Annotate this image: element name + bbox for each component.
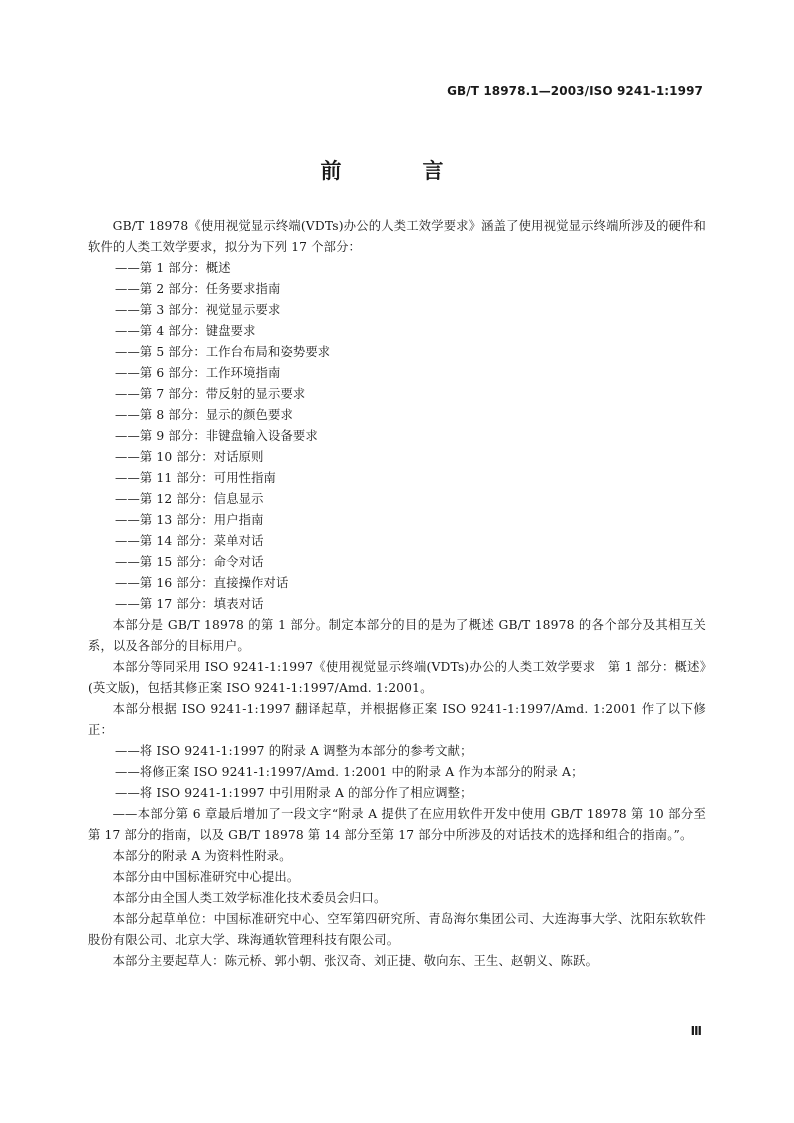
drafting-units-paragraph: 本部分起草单位：中国标准研究中心、空军第四研究所、青岛海尔集团公司、大连海事大学、沈阳东软软件股份有限公司、北京大学、珠海通软管理科技有限公司。 [88, 912, 706, 947]
modification-item: ——将修正案 ISO 9241-1:1997/Amd. 1:2001 中的附录 A 作为本部分的附录 A； [115, 765, 584, 779]
part-item: ——第 2 部分：任务要求指南 [115, 282, 281, 296]
modifications-paragraph: 本部分根据 ISO 9241-1:1997 翻译起草，并根据修正案 ISO 9241-1:1997/Amd. 1:2001 作了以下修正： [88, 702, 706, 737]
part-item: ——第 12 部分：信息显示 [115, 492, 264, 506]
modification-item: ——将 ISO 9241-1:1997 的附录 A 调整为本部分的参考文献； [115, 744, 473, 758]
part-item: ——第 17 部分：填表对话 [115, 597, 264, 611]
part-item: ——第 9 部分：非键盘输入设备要求 [115, 429, 318, 443]
part-item: ——第 7 部分：带反射的显示要求 [115, 387, 306, 401]
standard-number: GB/T 18978.1—2003/ISO 9241-1:1997 [447, 84, 703, 98]
part-item: ——第 16 部分：直接操作对话 [115, 576, 289, 590]
modification-item-last: ——本部分第 6 章最后增加了一段文字“附录 A 提供了在应用软件开发中使用 GB/T 18978 第 10 部分至第 17 部分的指南，以及 GB/T 18978 第 14 部分至第 17 部分中所涉及的对话技术的选择和组合的指南。”。 [88, 807, 706, 842]
modification-item: ——将 ISO 9241-1:1997 中引用附录 A 的部分作了相应调整； [115, 786, 473, 800]
part-item: ——第 8 部分：显示的颜色要求 [115, 408, 293, 422]
annex-paragraph: 本部分的附录 A 为资料性附录。 [112, 849, 292, 863]
proposed-paragraph: 本部分由中国标准研究中心提出。 [112, 870, 300, 884]
page-title: 前 言 [320, 159, 474, 183]
part-item: ——第 10 部分：对话原则 [115, 450, 264, 464]
intro-paragraph: GB/T 18978《使用视觉显示终端(VDTs)办公的人类工效学要求》涵盖了使用视觉显示终端所涉及的硬件和软件的人类工效学要求，拟分为下列 17 个部分： [88, 219, 706, 254]
drafters-paragraph: 本部分主要起草人：陈元桥、郭小朝、张汉奇、刘正捷、敬向东、王生、赵朝义、陈跃。 [112, 954, 599, 968]
part-item: ——第 1 部分：概述 [115, 261, 231, 275]
adoption-paragraph: 本部分等同采用 ISO 9241-1:1997《使用视觉显示终端(VDTs)办公的人类工效学要求 第 1 部分：概述》(英文版)，包括其修正案 ISO 9241-1:1997/Amd. 1:2001。 [88, 660, 706, 695]
centralized-paragraph: 本部分由全国人类工效学标准化技术委员会归口。 [112, 891, 387, 905]
part-item: ——第 4 部分：键盘要求 [115, 324, 256, 338]
page-number: Ⅲ [690, 1024, 702, 1038]
part-item: ——第 5 部分：工作台布局和姿势要求 [115, 345, 331, 359]
part-item: ——第 14 部分：菜单对话 [115, 534, 264, 548]
part-item: ——第 15 部分：命令对话 [115, 555, 264, 569]
part-item: ——第 6 部分：工作环境指南 [115, 366, 281, 380]
part-item: ——第 11 部分：可用性指南 [115, 471, 276, 485]
part-item: ——第 13 部分：用户指南 [115, 513, 264, 527]
scope-paragraph: 本部分是 GB/T 18978 的第 1 部分。制定本部分的目的是为了概述 GB/T 18978 的各个部分及其相互关系，以及各部分的目标用户。 [88, 618, 706, 653]
part-item: ——第 3 部分：视觉显示要求 [115, 303, 281, 317]
document-body [88, 216, 706, 972]
